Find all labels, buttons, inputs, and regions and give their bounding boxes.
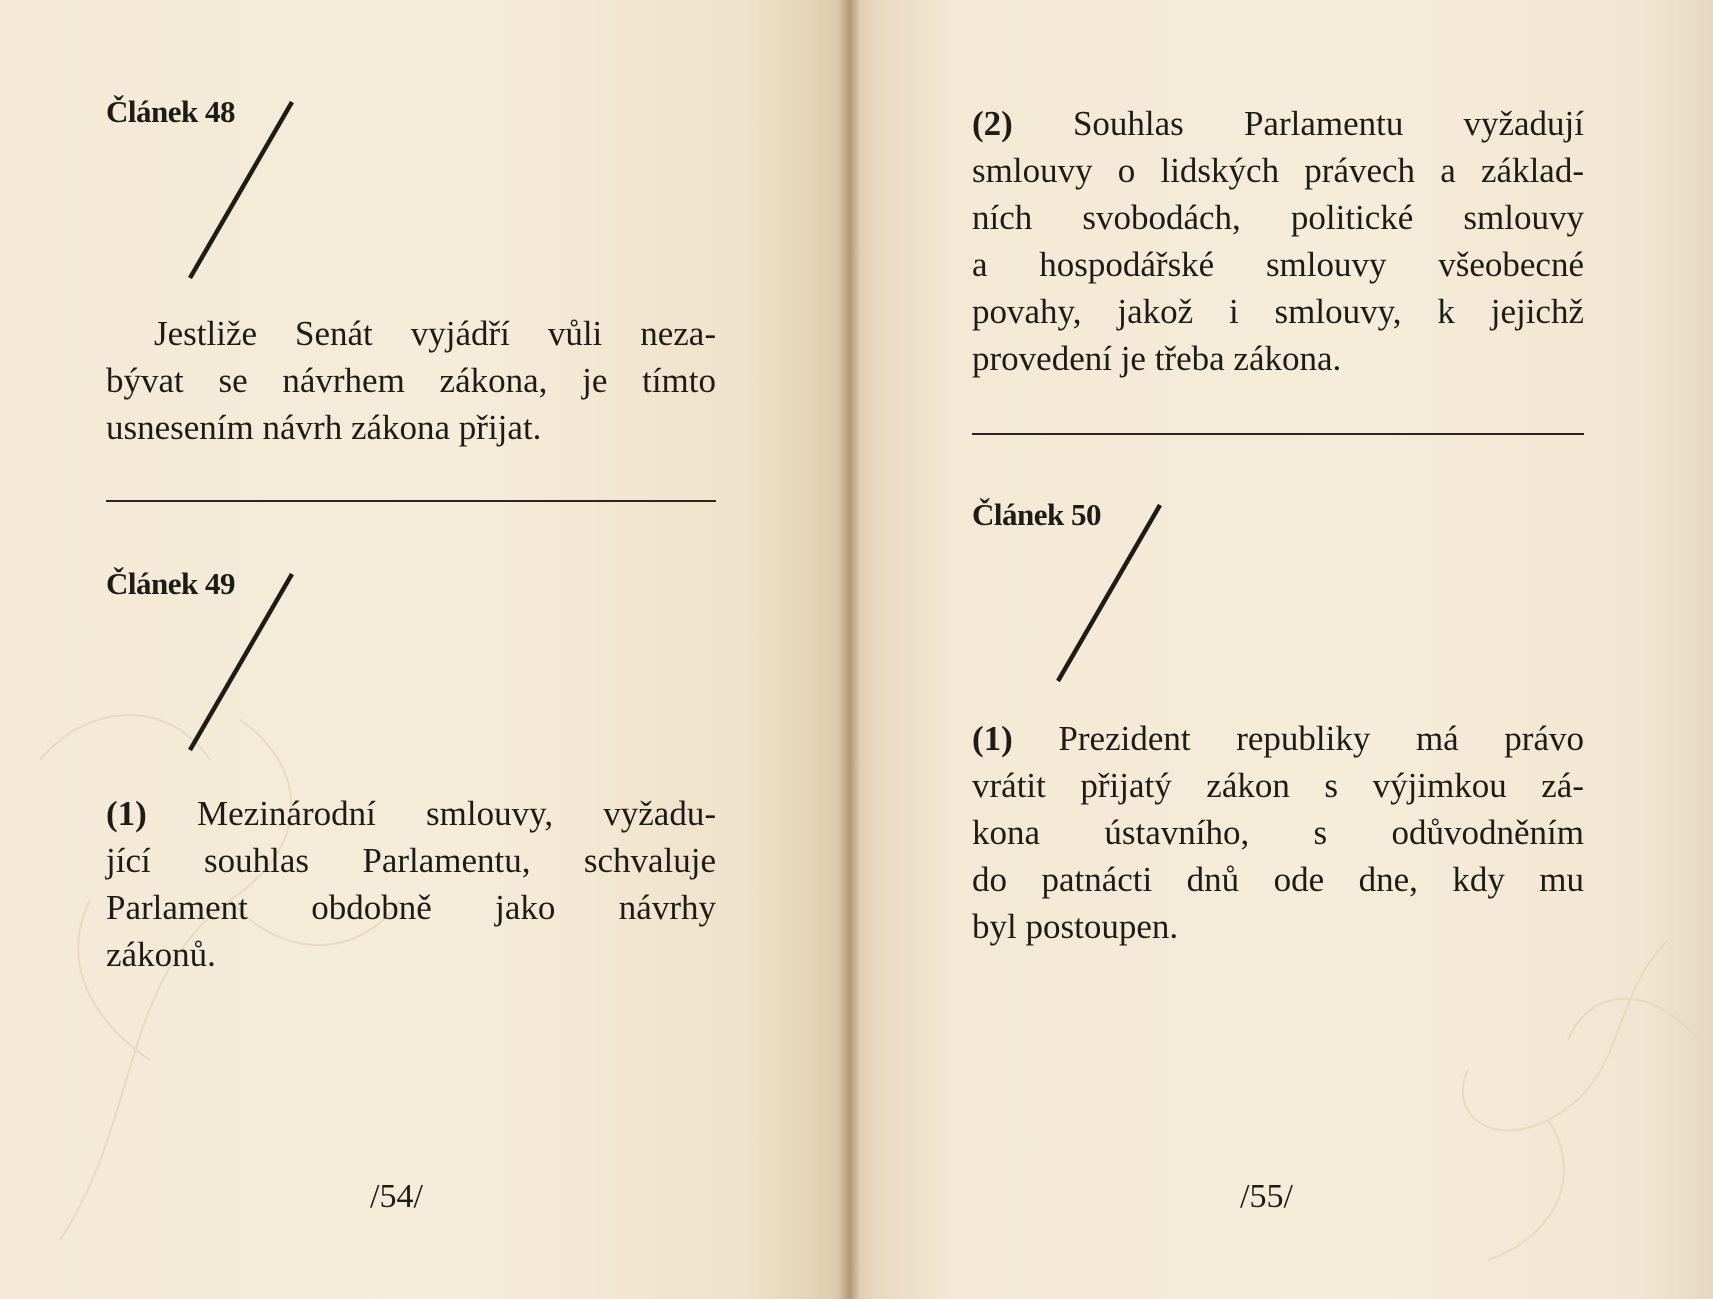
left-page	[0, 0, 848, 1299]
text-line: Parlament obdobně jako návrhy	[106, 888, 716, 927]
text-line: do patnácti dnů ode dne, kdy mu	[972, 860, 1584, 899]
text-line: (1) Mezinárodní smlouvy, vyžadu-	[106, 794, 716, 833]
article-50-paragraph-1	[972, 715, 1584, 950]
article-48-heading: Článek 48	[106, 94, 235, 129]
text-line: kona ústavního, s odůvodněním	[972, 813, 1584, 852]
text-line: (1) Prezident republiky má právo	[972, 719, 1584, 758]
floral-watermark	[0, 0, 848, 1299]
article-48-text	[106, 310, 716, 451]
text-line: (2) Souhlas Parlamentu vyžadují	[972, 104, 1584, 143]
article-49-heading: Článek 49	[106, 566, 235, 601]
slash-ornament	[180, 98, 300, 283]
text-line: Jestliže Senát vyjádří vůli neza-	[154, 314, 716, 353]
text-line: byl postoupen.	[972, 907, 1179, 946]
text-line: usnesením návrh zákona přijat.	[106, 408, 542, 447]
paragraph-number: (1)	[972, 719, 1013, 758]
slash-ornament	[1048, 501, 1168, 686]
text-line: bývat se návrhem zákona, je tímto	[106, 361, 716, 400]
page-number: /55/	[1240, 1178, 1293, 1215]
divider-rule	[972, 433, 1584, 435]
paragraph-number: (2)	[972, 104, 1013, 143]
paragraph-number: (1)	[106, 794, 147, 833]
slash-ornament	[180, 570, 300, 755]
divider-rule	[106, 500, 716, 502]
text-line: jící souhlas Parlamentu, schvaluje	[106, 841, 716, 880]
text-line: povahy, jakož i smlouvy, k jejichž	[972, 292, 1584, 331]
text-line: ních svobodách, politické smlouvy	[972, 198, 1584, 237]
text-line: provedení je třeba zákona.	[972, 339, 1342, 378]
text-line: smlouvy o lidských právech a základ-	[972, 151, 1584, 190]
text-line: a hospodářské smlouvy všeobecné	[972, 245, 1584, 284]
right-page	[848, 0, 1713, 1299]
text-line: vrátit přijatý zákon s výjimkou zá-	[972, 766, 1584, 805]
book-gutter	[838, 0, 860, 1299]
text-line: zákonů.	[106, 935, 216, 974]
page-number: /54/	[370, 1178, 423, 1215]
article-50-heading: Článek 50	[972, 497, 1101, 532]
article-49-paragraph-1	[106, 790, 716, 978]
article-49-paragraph-2	[972, 100, 1584, 382]
